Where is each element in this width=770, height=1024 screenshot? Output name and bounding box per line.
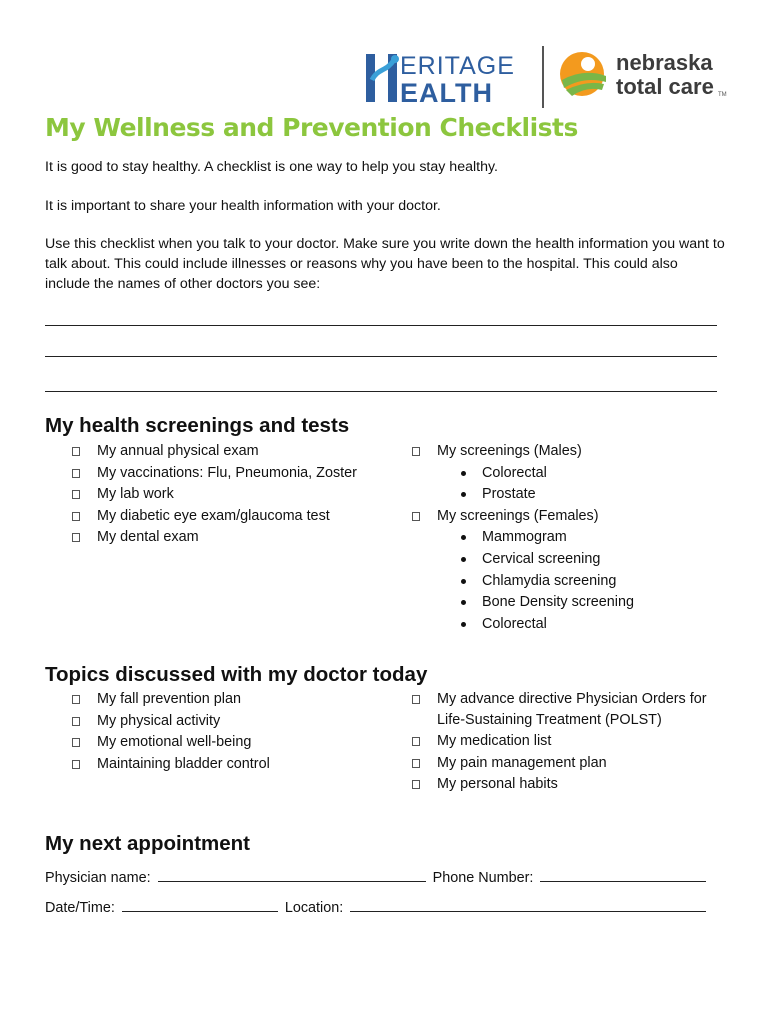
checklist-item[interactable]: My annual physical exam [72, 441, 357, 463]
checklist-item[interactable]: My physical activity [72, 711, 270, 733]
checklist-item[interactable]: My lab work [72, 484, 357, 506]
bullet-item: Colorectal [412, 463, 634, 485]
checkbox[interactable] [72, 533, 80, 542]
bullet-item: Cervical screening [412, 549, 634, 571]
intro-paragraph-3: Use this checklist when you talk to your doctor. Make sure you write down the health information you want to talk about. This could include illnesses or reasons why you have been to the hospital. This could also include the names of other doctors you see: [45, 236, 725, 292]
physician-phone-row [45, 867, 709, 886]
logo-divider [542, 46, 544, 108]
header-logos [364, 44, 734, 110]
checklist-item-females[interactable]: My screenings (Females) [412, 506, 634, 528]
ntc-trademark: TM [718, 92, 727, 98]
phone-number-field[interactable] [540, 867, 706, 882]
screenings-right-list [412, 441, 634, 635]
checkbox[interactable] [72, 738, 80, 747]
appointment-heading: My next appointment [45, 832, 251, 855]
checkbox[interactable] [412, 737, 420, 746]
bullet-dot [461, 600, 466, 605]
notes-line-3[interactable] [45, 391, 717, 392]
checkbox[interactable] [72, 512, 80, 521]
intro-paragraph-1: It is good to stay healthy. A checklist is one way to help you stay healthy. [45, 159, 498, 175]
checkbox[interactable] [412, 695, 420, 704]
checklist-item[interactable]: My advance directive Physician Orders for Life-Sustaining Treatment (POLST) [412, 689, 712, 731]
checklist-item[interactable]: My fall prevention plan [72, 689, 270, 711]
datetime-label: Date/Time: [45, 900, 115, 916]
checklist-item[interactable]: My vaccinations: Flu, Pneumonia, Zoster [72, 463, 357, 485]
datetime-location-row [45, 897, 709, 916]
page-title: My Wellness and Prevention Checklists [45, 113, 578, 142]
topics-left-list [72, 689, 270, 775]
screenings-heading: My health screenings and tests [45, 414, 350, 437]
physician-label: Physician name: [45, 870, 151, 886]
notes-line-2[interactable] [45, 356, 717, 357]
topics-heading: Topics discussed with my doctor today [45, 663, 428, 686]
checkbox[interactable] [412, 780, 420, 789]
bullet-dot [461, 535, 466, 540]
bullet-dot [461, 492, 466, 497]
bullet-item: Colorectal [412, 614, 634, 636]
checklist-item[interactable]: My emotional well-being [72, 732, 270, 754]
bullet-dot [461, 471, 466, 476]
checklist-item[interactable]: Maintaining bladder control [72, 754, 270, 776]
checkbox[interactable] [412, 447, 420, 456]
ntc-logo-line2: total care [616, 74, 714, 99]
bullet-dot [461, 622, 466, 627]
checkbox[interactable] [412, 759, 420, 768]
checklist-item[interactable]: My diabetic eye exam/glaucoma test [72, 506, 357, 528]
location-label: Location: [284, 900, 344, 916]
heritage-logo-line2: EALTH [400, 78, 493, 108]
checklist-item[interactable]: My pain management plan [412, 753, 712, 775]
checklist-item-males[interactable]: My screenings (Males) [412, 441, 634, 463]
nebraska-total-care-sun-icon [558, 50, 610, 102]
bullet-item: Bone Density screening [412, 592, 634, 614]
bullet-item: Chlamydia screening [412, 571, 634, 593]
location-field[interactable] [350, 897, 706, 912]
datetime-field[interactable] [122, 897, 278, 912]
physician-name-field[interactable] [158, 867, 426, 882]
checkbox[interactable] [72, 490, 80, 499]
checklist-item[interactable]: My personal habits [412, 774, 712, 796]
checkbox[interactable] [412, 512, 420, 521]
bullet-item: Prostate [412, 484, 634, 506]
checkbox[interactable] [72, 695, 80, 704]
heritage-health-logo [364, 50, 526, 108]
checkbox[interactable] [72, 447, 80, 456]
screenings-left-list [72, 441, 357, 549]
topics-right-list [412, 689, 712, 796]
phone-label: Phone Number: [432, 870, 534, 886]
checklist-item[interactable]: My dental exam [72, 527, 357, 549]
heritage-logo-line1: ERITAGE [400, 52, 515, 80]
bullet-dot [461, 557, 466, 562]
checkbox[interactable] [72, 717, 80, 726]
bullet-dot [461, 579, 466, 584]
checkbox[interactable] [72, 760, 80, 769]
ntc-logo-line1: nebraska [616, 50, 713, 75]
bullet-item: Mammogram [412, 527, 634, 549]
checklist-item[interactable]: My medication list [412, 731, 712, 753]
notes-line-1[interactable] [45, 325, 717, 326]
intro-paragraph-2: It is important to share your health information with your doctor. [45, 198, 441, 214]
checkbox[interactable] [72, 469, 80, 478]
